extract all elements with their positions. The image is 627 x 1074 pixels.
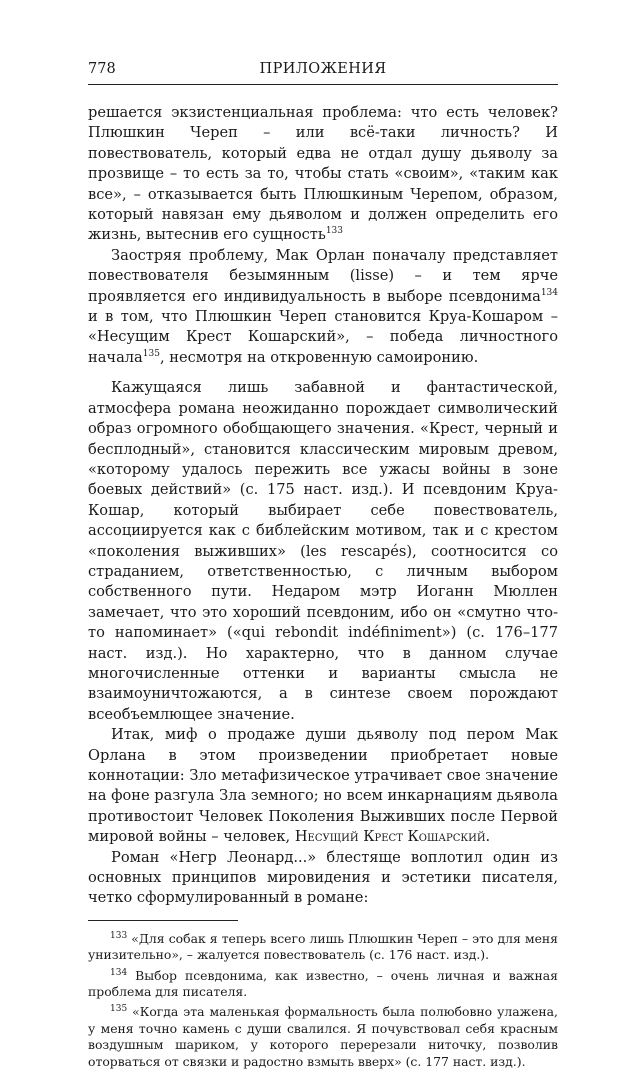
footnote-ref: 133 [325,226,344,237]
footnote-divider [88,920,238,921]
paragraph-text: и в том, что Плюшкин Череп становится Круа-Кошаром – «Несущим Крест Кошарский», – победа личностного начала [88,308,558,366]
paragraph-text: Заостряя проблему, Мак Орлан поначалу представляет повествователя безымянным (lisse) – и тем ярче проявляется его индивидуальность в выборе псевдонима [88,246,558,305]
paragraph-text: Кажущаяся лишь забавной и фантастической, атмосфера романа неожиданно порождает символический образ огромного обобщающего значения. «Крест, черный и бесплодный», становится классическим мировым древом, «которому удалось пережить все ужасы войны в зоне боевых действий» (с. 175 наст. изд.). И псевдоним Круа-Кошар, который выбирает себе повествователь, ассоциируется как с библейским мотивом, так и с крестом «поколения выживших» (les rescapés), соотносится со страданием, ответственностью, с личным выбором собственного пути. Недаром мэтр Иоганн Мюллен замечает, что это хороший псевдоним, ибо он «смутно что-то напоминает» («qui rebondit indéfiniment») (с. 176–177 наст. изд.). Но характерно, что в данном случае многочисленные оттенки и варианты смысла не взаимоуничтожаются, а в синтезе своем порождают всеобъемлющее значение. [88,379,558,723]
paragraph-text: Итак, миф о продаже души дьяволу под пером Мак Орлана в этом произведении приобретает новые коннотации: Зло метафизическое утрачивает свое значение на фоне разгула Зла земного; но всем инкарнациям дьявола противостоит Человек Поколения Выживших после Первой мировой войны – человек, [88,726,558,846]
paragraph [88,725,558,847]
footnote [88,931,558,964]
footnote-ref: 134 [540,287,558,298]
paragraph [88,103,558,246]
footnote [88,968,558,1001]
footnote-number: 135 [110,1004,128,1015]
footnotes [88,931,558,1070]
footnote [88,1004,558,1070]
paragraph-text: . [485,828,491,846]
paragraph [88,378,558,725]
page [88,60,558,1074]
paragraph-text: , несмотря на откровенную самоиронию. [159,348,479,366]
paragraph-text: Роман «Негр Леонард...» блестяще воплотил один из основных принципов мировидения и эстетики писателя, четко сформулированный в романе: [88,848,558,907]
smallcaps-phrase: Несущий Крест Кошарский [294,828,486,846]
page-number: 778 [88,61,116,77]
paragraph [88,246,558,368]
main-text [88,103,558,909]
running-header [88,60,558,85]
paragraph-text: решается экзистенциальная проблема: что есть человек? Плюшкин Череп – или всё-таки личность? И повествователь, который едва не отдал душу дьяволу за прозвище – то есть за то, чтобы стать «своим», «таким как все», – отказывается быть Плюшкиным Черепом, образом, который навязан ему дьяволом и должен определить его жизнь, вытеснив его сущность [88,104,558,244]
footnote-text: Выбор псевдонима, как известно, – очень личная и важная проблема для писателя. [88,967,558,1000]
footnote-text: «Для собак я теперь всего лишь Плюшкин Череп – это для меня унизительно», – жалуется повествователь (с. 176 наст. изд.). [88,930,558,963]
footnote-text: «Когда эта маленькая формальность была полюбовно улажена, у меня точно камень с души свалился. Я почувствовал себя красным воздушным шариком, у которого перерезали ниточку, позволив оторваться от связки и радостно взмыть вверх» (с. 177 наст. изд.). [88,1004,558,1069]
footnote-ref: 135 [142,349,160,360]
footnote-number: 133 [110,930,128,941]
footnote-number: 134 [110,967,128,978]
paragraph [88,848,558,909]
section-title: ПРИЛОЖЕНИЯ [259,61,387,77]
